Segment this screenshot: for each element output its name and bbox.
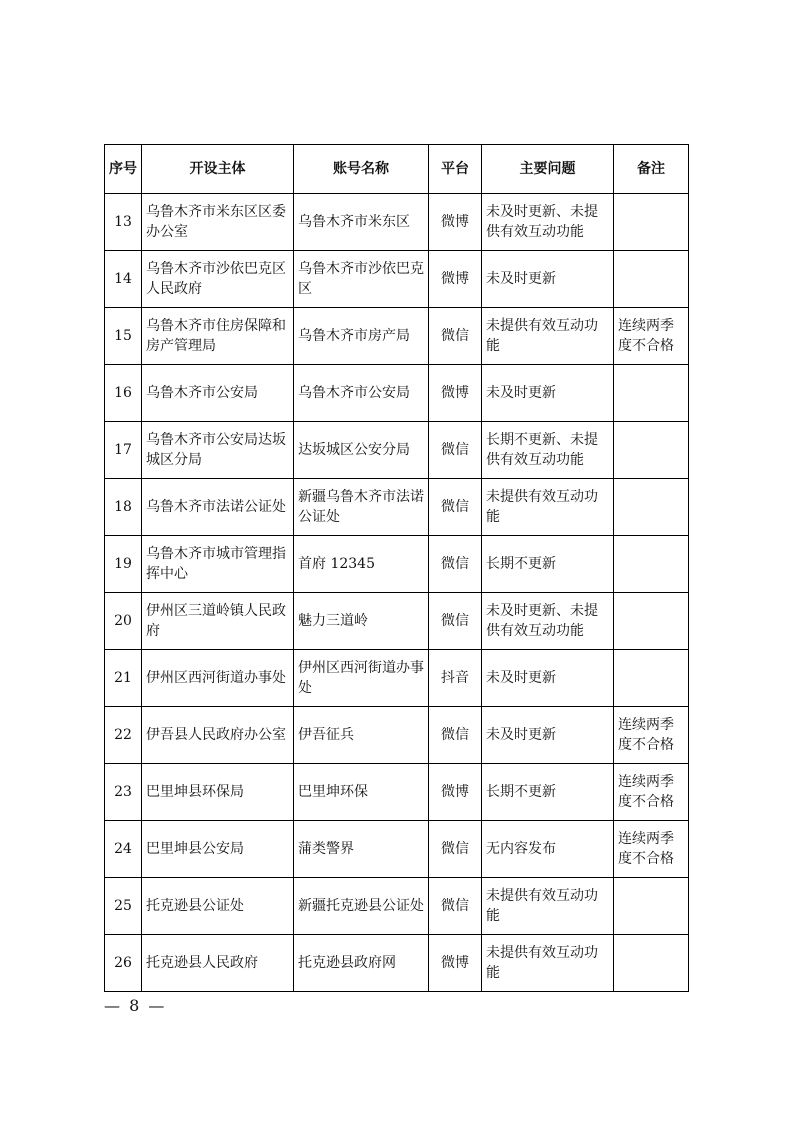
row-account: 托克逊县政府网 [294, 935, 429, 992]
table-row [105, 536, 689, 593]
row-platform: 微信 [429, 308, 482, 365]
page-number: — 8 — [104, 996, 167, 1015]
row-note [614, 650, 689, 707]
row-platform: 微博 [429, 935, 482, 992]
row-issue: 长期不更新 [482, 764, 614, 821]
table-row [105, 479, 689, 536]
row-account: 乌鲁木齐市房产局 [294, 308, 429, 365]
row-note [614, 536, 689, 593]
row-issue: 未及时更新 [482, 707, 614, 764]
row-platform: 微信 [429, 479, 482, 536]
row-number: 25 [105, 878, 142, 935]
row-number: 20 [105, 593, 142, 650]
row-entity: 乌鲁木齐市沙依巴克区人民政府 [142, 251, 294, 308]
row-note: 连续两季度不合格 [614, 707, 689, 764]
row-number: 13 [105, 194, 142, 251]
row-account: 新疆乌鲁木齐市法诺公证处 [294, 479, 429, 536]
row-number: 14 [105, 251, 142, 308]
header-platform: 平台 [429, 145, 482, 194]
row-number: 19 [105, 536, 142, 593]
row-note [614, 479, 689, 536]
row-issue: 长期不更新 [482, 536, 614, 593]
row-platform: 微博 [429, 194, 482, 251]
table-header-row [105, 145, 689, 194]
row-entity: 伊州区三道岭镇人民政府 [142, 593, 294, 650]
row-platform: 微博 [429, 365, 482, 422]
row-note: 连续两季度不合格 [614, 821, 689, 878]
row-platform: 微信 [429, 821, 482, 878]
header-note: 备注 [614, 145, 689, 194]
row-issue: 长期不更新、未提供有效互动功能 [482, 422, 614, 479]
row-platform: 微博 [429, 251, 482, 308]
row-note: 连续两季度不合格 [614, 764, 689, 821]
table-row [105, 251, 689, 308]
row-issue: 未及时更新 [482, 650, 614, 707]
row-issue: 未提供有效互动功能 [482, 479, 614, 536]
row-account: 伊州区西河街道办事处 [294, 650, 429, 707]
row-account: 乌鲁木齐市米东区 [294, 194, 429, 251]
row-number: 16 [105, 365, 142, 422]
problem-accounts-table [104, 144, 689, 992]
row-account: 乌鲁木齐市公安局 [294, 365, 429, 422]
row-account: 伊吾征兵 [294, 707, 429, 764]
row-platform: 微博 [429, 764, 482, 821]
row-account: 达坂城区公安分局 [294, 422, 429, 479]
row-issue: 未及时更新 [482, 251, 614, 308]
row-note [614, 365, 689, 422]
row-account: 巴里坤环保 [294, 764, 429, 821]
row-account: 魅力三道岭 [294, 593, 429, 650]
table-row [105, 935, 689, 992]
table-row [105, 365, 689, 422]
row-platform: 抖音 [429, 650, 482, 707]
row-account: 新疆托克逊县公证处 [294, 878, 429, 935]
row-number: 18 [105, 479, 142, 536]
row-note [614, 194, 689, 251]
row-account: 蒲类警界 [294, 821, 429, 878]
row-entity: 乌鲁木齐市公安局 [142, 365, 294, 422]
table-row [105, 422, 689, 479]
row-note [614, 593, 689, 650]
row-number: 24 [105, 821, 142, 878]
row-number: 22 [105, 707, 142, 764]
row-issue: 未提供有效互动功能 [482, 935, 614, 992]
row-platform: 微信 [429, 593, 482, 650]
row-platform: 微信 [429, 707, 482, 764]
row-number: 26 [105, 935, 142, 992]
row-issue: 未提供有效互动功能 [482, 308, 614, 365]
row-platform: 微信 [429, 422, 482, 479]
row-entity: 乌鲁木齐市城市管理指挥中心 [142, 536, 294, 593]
row-issue: 未及时更新、未提供有效互动功能 [482, 194, 614, 251]
table-row [105, 821, 689, 878]
table-row [105, 593, 689, 650]
row-platform: 微信 [429, 878, 482, 935]
table-row [105, 194, 689, 251]
table-row [105, 878, 689, 935]
row-number: 21 [105, 650, 142, 707]
row-entity: 伊州区西河街道办事处 [142, 650, 294, 707]
row-number: 17 [105, 422, 142, 479]
row-issue: 未提供有效互动功能 [482, 878, 614, 935]
row-entity: 乌鲁木齐市法诺公证处 [142, 479, 294, 536]
row-entity: 伊吾县人民政府办公室 [142, 707, 294, 764]
header-no: 序号 [105, 145, 142, 194]
header-account: 账号名称 [294, 145, 429, 194]
row-entity: 托克逊县人民政府 [142, 935, 294, 992]
row-note [614, 935, 689, 992]
row-note [614, 251, 689, 308]
row-account: 乌鲁木齐市沙依巴克区 [294, 251, 429, 308]
row-entity: 托克逊县公证处 [142, 878, 294, 935]
row-issue: 无内容发布 [482, 821, 614, 878]
row-entity: 乌鲁木齐市米东区区委办公室 [142, 194, 294, 251]
row-platform: 微信 [429, 536, 482, 593]
table-body [105, 194, 689, 992]
header-issue: 主要问题 [482, 145, 614, 194]
row-number: 15 [105, 308, 142, 365]
row-account: 首府 12345 [294, 536, 429, 593]
row-entity: 巴里坤县公安局 [142, 821, 294, 878]
table-row [105, 308, 689, 365]
row-note [614, 878, 689, 935]
row-entity: 巴里坤县环保局 [142, 764, 294, 821]
row-entity: 乌鲁木齐市住房保障和房产管理局 [142, 308, 294, 365]
row-issue: 未及时更新、未提供有效互动功能 [482, 593, 614, 650]
table-row [105, 707, 689, 764]
row-number: 23 [105, 764, 142, 821]
table-row [105, 650, 689, 707]
row-entity: 乌鲁木齐市公安局达坂城区分局 [142, 422, 294, 479]
row-note: 连续两季度不合格 [614, 308, 689, 365]
header-entity: 开设主体 [142, 145, 294, 194]
row-note [614, 422, 689, 479]
table-row [105, 764, 689, 821]
row-issue: 未及时更新 [482, 365, 614, 422]
